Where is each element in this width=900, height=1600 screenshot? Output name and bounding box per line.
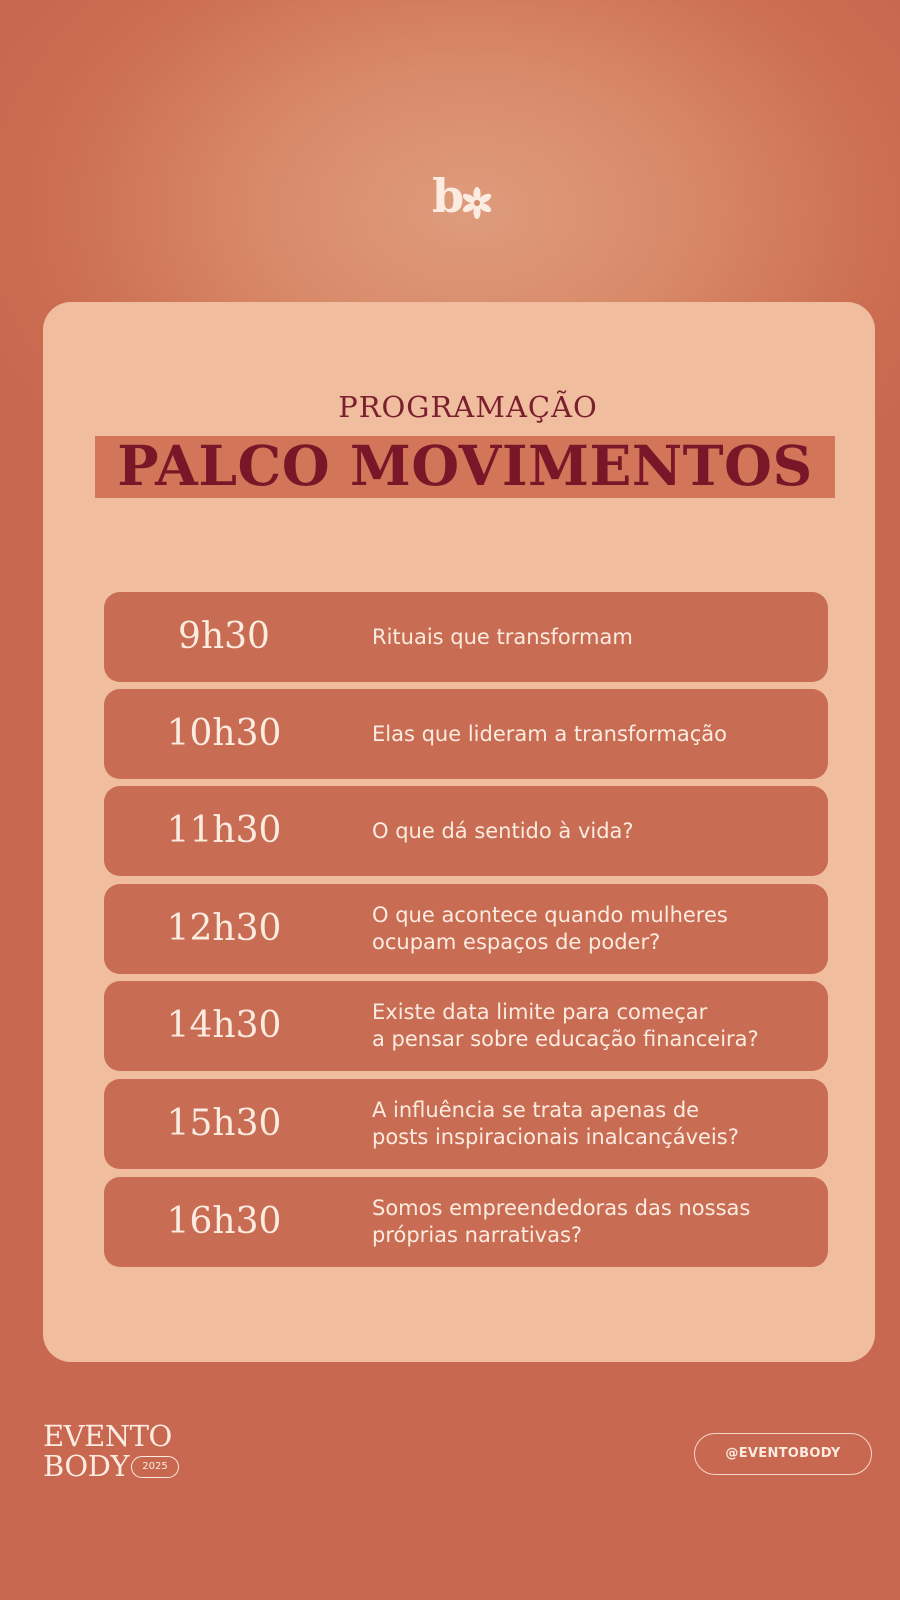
schedule-time: 15h30: [166, 1103, 282, 1144]
talk-line: posts inspiracionais inalcançáveis?: [372, 1125, 739, 1149]
talk-line: Somos empreendedoras das nossas: [372, 1196, 751, 1220]
schedule-row: [104, 1177, 828, 1267]
brand-year-badge: 2025: [131, 1456, 179, 1478]
talk-line: Elas que lideram a transformação: [372, 721, 728, 746]
schedule-time: 14h30: [166, 1005, 282, 1046]
brand-line-2: BODY: [43, 1449, 130, 1483]
event-brand-logo: [43, 1420, 193, 1500]
schedule-time: 10h30: [166, 713, 282, 754]
schedule-row: [104, 884, 828, 974]
talk-line: Existe data limite para começar: [372, 1000, 708, 1024]
schedule-talk: [372, 884, 812, 974]
talk-line: ocupam espaços de poder?: [372, 930, 661, 954]
schedule-talk: [372, 1079, 812, 1169]
brand-logo: [432, 170, 502, 222]
talk-line: a pensar sobre educação financeira?: [372, 1027, 759, 1051]
schedule-row: [104, 592, 828, 682]
flower-asterisk-icon: [460, 186, 494, 220]
schedule-talk: [372, 689, 812, 779]
schedule-time: 16h30: [166, 1201, 282, 1242]
schedule-talk: [372, 981, 812, 1071]
schedule-time: 12h30: [166, 908, 282, 949]
schedule-time: 11h30: [166, 810, 282, 851]
schedule-row: [104, 786, 828, 876]
schedule-talk: [372, 592, 812, 682]
schedule-talk: [372, 1177, 812, 1267]
schedule-row: [104, 689, 828, 779]
talk-line: próprias narrativas?: [372, 1223, 583, 1247]
talk-line: O que dá sentido à vida?: [372, 818, 634, 843]
talk-line: O que acontece quando mulheres: [372, 903, 728, 927]
schedule-talk: [372, 786, 812, 876]
schedule-time: 9h30: [178, 616, 270, 657]
social-handle-badge[interactable]: @EVENTOBODY: [694, 1433, 872, 1475]
brand-line-1: EVENTO: [43, 1419, 172, 1453]
schedule-row: [104, 981, 828, 1071]
page-title: PALCO MOVIMENTOS: [117, 433, 813, 498]
logo-letter: b: [432, 169, 465, 223]
talk-line: Rituais que transformam: [372, 624, 633, 649]
page-subtitle: PROGRAMAÇÃO: [338, 390, 598, 424]
schedule-row: [104, 1079, 828, 1169]
talk-line: A influência se trata apenas de: [372, 1098, 700, 1122]
